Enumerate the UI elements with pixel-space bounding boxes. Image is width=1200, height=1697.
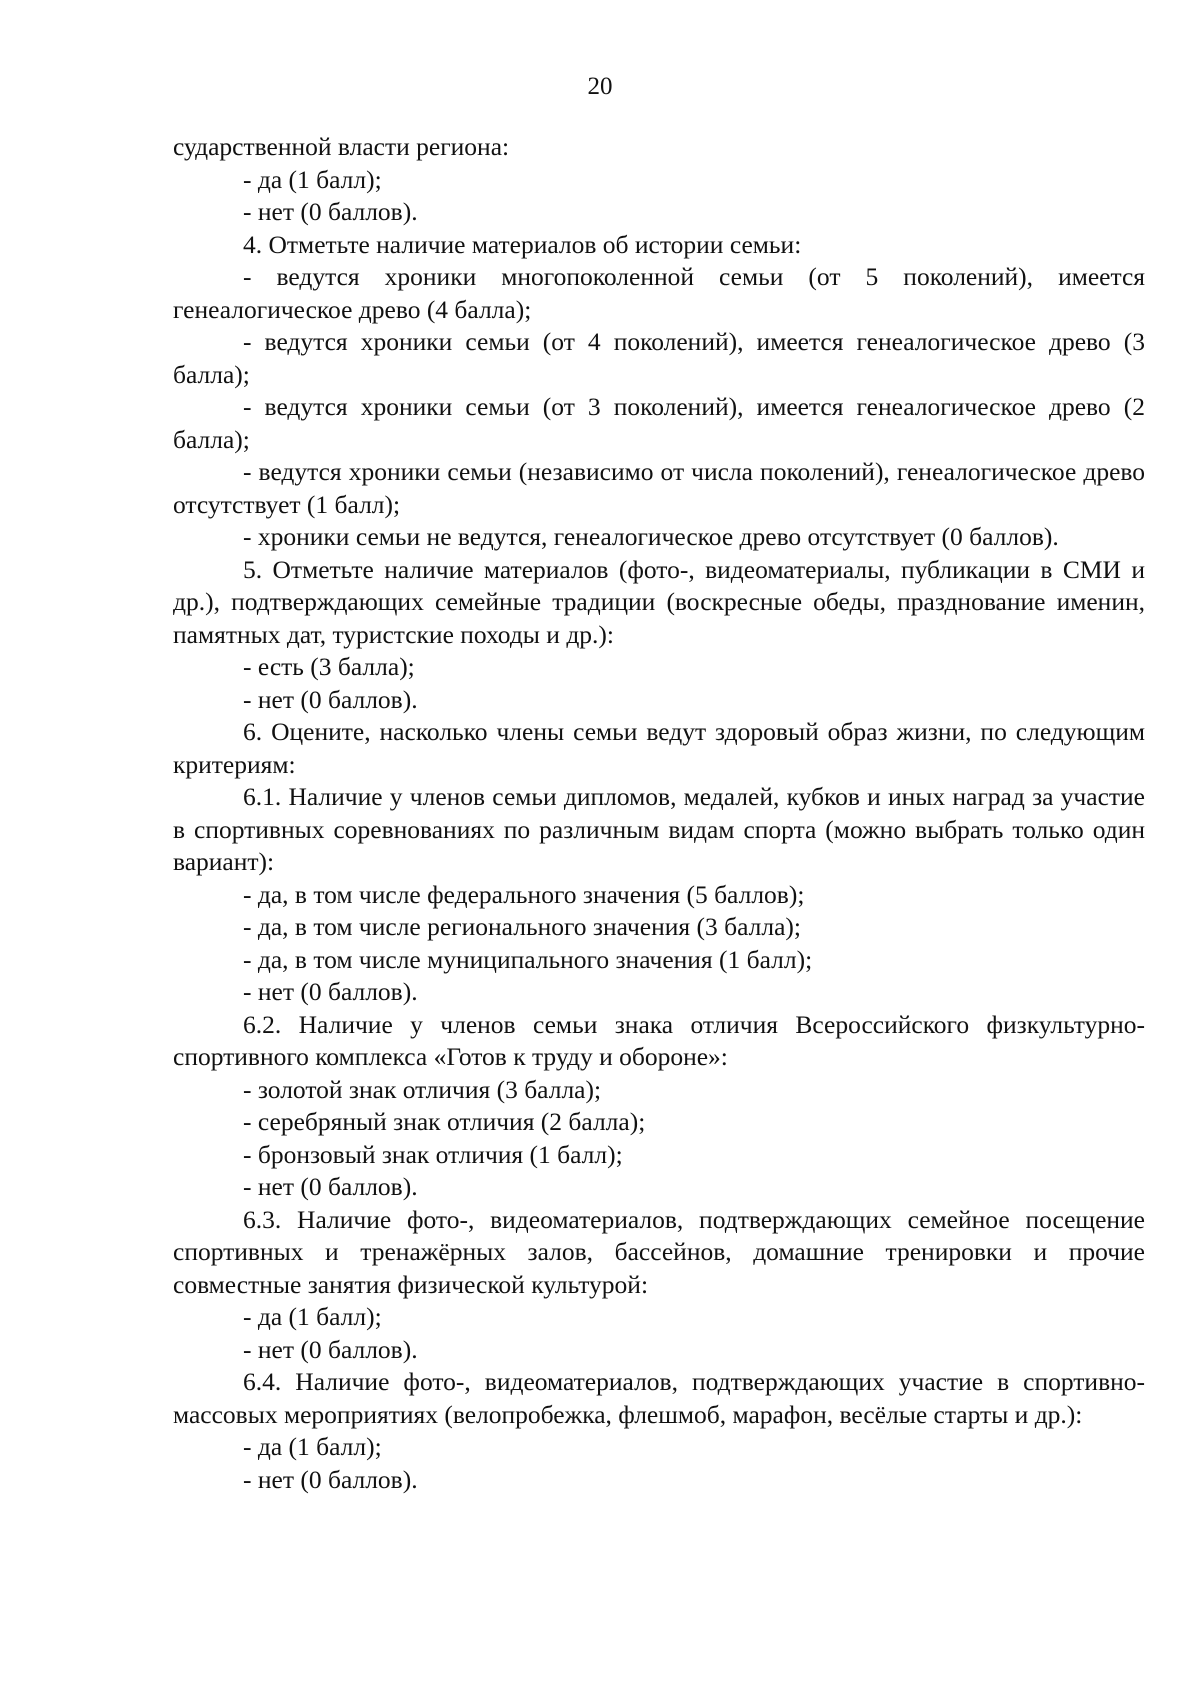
list-item: - да (1 балл); bbox=[243, 1302, 382, 1331]
subsection-item-6-2: 6.2. Наличие у членов семьи знака отличия Всероссийского физкультурно-спортивного комплекса «Готов к труду и обороне»: bbox=[173, 1009, 1145, 1071]
list-item: - ведутся хроники многопоколенной семьи (от 5 поколений), имеется генеалогическое древо (4 балла); bbox=[173, 262, 1145, 324]
list-item: - золотой знак отличия (3 балла); bbox=[243, 1074, 602, 1104]
document-body bbox=[173, 131, 1145, 1496]
list-item: - хроники семьи не ведутся, генеалогическое древо отсутствует (0 баллов). bbox=[243, 522, 1059, 551]
paragraph-continuation: сударственной власти региона: bbox=[173, 132, 510, 161]
list-item: - ведутся хроники семьи (от 3 поколений), имеется генеалогическое древо (2 балла); bbox=[173, 392, 1145, 454]
section-item-5: 5. Отметьте наличие материалов (фото-, видеоматериалы, публикации в СМИ и др.), подтверждающих семейные традиции (воскресные обеды, празднование именин, памятных дат, туристские походы и др.): bbox=[173, 554, 1145, 649]
list-item: - да, в том числе муниципального значения (1 балл); bbox=[243, 944, 813, 974]
section-item-4: 4. Отметьте наличие материалов об истории семьи: bbox=[243, 229, 802, 259]
section-item-6: 6. Оцените, насколько члены семьи ведут здоровый образ жизни, по следующим критериям: bbox=[173, 717, 1145, 779]
subsection-item-6-1: 6.1. Наличие у членов семьи дипломов, медалей, кубков и иных наград за участие в спортивных соревнованиях по различным видам спорта (можно выбрать только один вариант): bbox=[173, 782, 1145, 876]
list-item: - есть (3 балла); bbox=[243, 652, 415, 681]
list-item: - ведутся хроники семьи (от 4 поколений), имеется генеалогическое древо (3 балла); bbox=[173, 327, 1145, 389]
list-item: - нет (0 баллов). bbox=[243, 1172, 418, 1201]
list-item: - да (1 балл); bbox=[243, 164, 382, 194]
list-item: - серебряный знак отличия (2 балла); bbox=[243, 1107, 646, 1136]
list-item: - нет (0 баллов). bbox=[243, 1464, 418, 1494]
list-item: - да (1 балл); bbox=[243, 1432, 382, 1461]
page-number: 20 bbox=[587, 73, 613, 100]
list-item: - нет (0 баллов). bbox=[243, 197, 418, 226]
list-item: - нет (0 баллов). bbox=[243, 977, 418, 1006]
subsection-item-6-3: 6.3. Наличие фото-, видеоматериалов, подтверждающих семейное посещение спортивных и тренажёрных залов, бассейнов, домашние тренировки и прочие совместные занятия физической культурой: bbox=[173, 1204, 1145, 1299]
subsection-item-6-4: 6.4. Наличие фото-, видеоматериалов, подтверждающих участие в спортивно-массовых мероприятиях (велопробежка, флешмоб, марафон, весёлые старты и др.): bbox=[173, 1367, 1145, 1429]
list-item: - нет (0 баллов). bbox=[243, 684, 418, 714]
list-item: - бронзовый знак отличия (1 балл); bbox=[243, 1139, 623, 1169]
list-item: - да, в том числе федерального значения (5 баллов); bbox=[243, 879, 805, 909]
list-item: - ведутся хроники семьи (независимо от числа поколений), генеалогическое древо отсутствует (1 балл); bbox=[173, 457, 1145, 519]
list-item: - нет (0 баллов). bbox=[243, 1334, 418, 1364]
list-item: - да, в том числе регионального значения (3 балла); bbox=[243, 912, 801, 941]
